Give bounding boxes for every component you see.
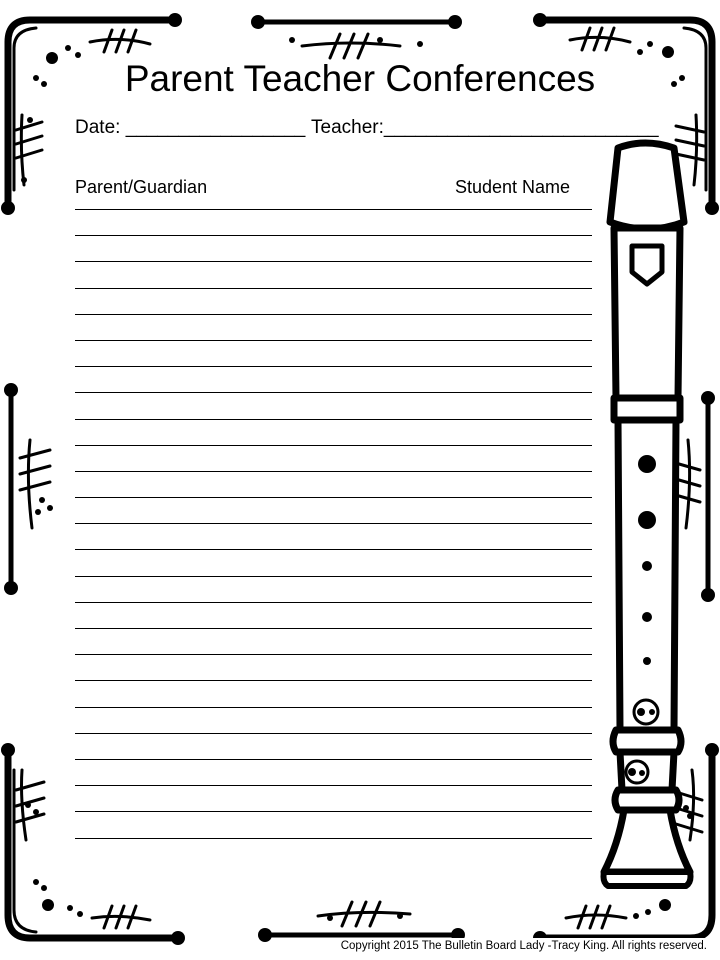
writing-line[interactable] xyxy=(75,288,592,289)
page-title: Parent Teacher Conferences xyxy=(124,58,596,99)
writing-line[interactable] xyxy=(75,759,592,760)
writing-line[interactable] xyxy=(75,549,592,550)
writing-line[interactable] xyxy=(75,680,592,681)
writing-line[interactable] xyxy=(75,602,592,603)
writing-line[interactable] xyxy=(75,733,592,734)
writing-line[interactable] xyxy=(75,419,592,420)
writing-line[interactable] xyxy=(75,314,592,315)
writing-line[interactable] xyxy=(75,811,592,812)
writing-line[interactable] xyxy=(75,340,592,341)
student-name-header: Student Name xyxy=(455,177,571,197)
writing-line[interactable] xyxy=(75,445,592,446)
writing-line[interactable] xyxy=(75,576,592,577)
writing-line[interactable] xyxy=(75,209,592,210)
writing-line[interactable] xyxy=(75,707,592,708)
writing-line[interactable] xyxy=(75,366,592,367)
parent-guardian-header: Parent/Guardian xyxy=(75,177,208,197)
writing-line[interactable] xyxy=(75,497,592,498)
writing-line[interactable] xyxy=(75,235,592,236)
writing-line[interactable] xyxy=(75,654,592,655)
signup-lines xyxy=(75,209,592,864)
writing-line[interactable] xyxy=(75,523,592,524)
writing-line[interactable] xyxy=(75,261,592,262)
writing-line[interactable] xyxy=(75,785,592,786)
copyright-notice: Copyright 2015 The Bulletin Board Lady -Tracy King. All rights reserved. xyxy=(337,938,711,954)
teacher-field[interactable]: Teacher:__________________________ xyxy=(311,117,659,138)
date-field[interactable]: Date: _________________ xyxy=(75,117,306,138)
writing-line[interactable] xyxy=(75,628,592,629)
writing-line[interactable] xyxy=(75,838,592,839)
writing-line[interactable] xyxy=(75,392,592,393)
writing-line[interactable] xyxy=(75,471,592,472)
